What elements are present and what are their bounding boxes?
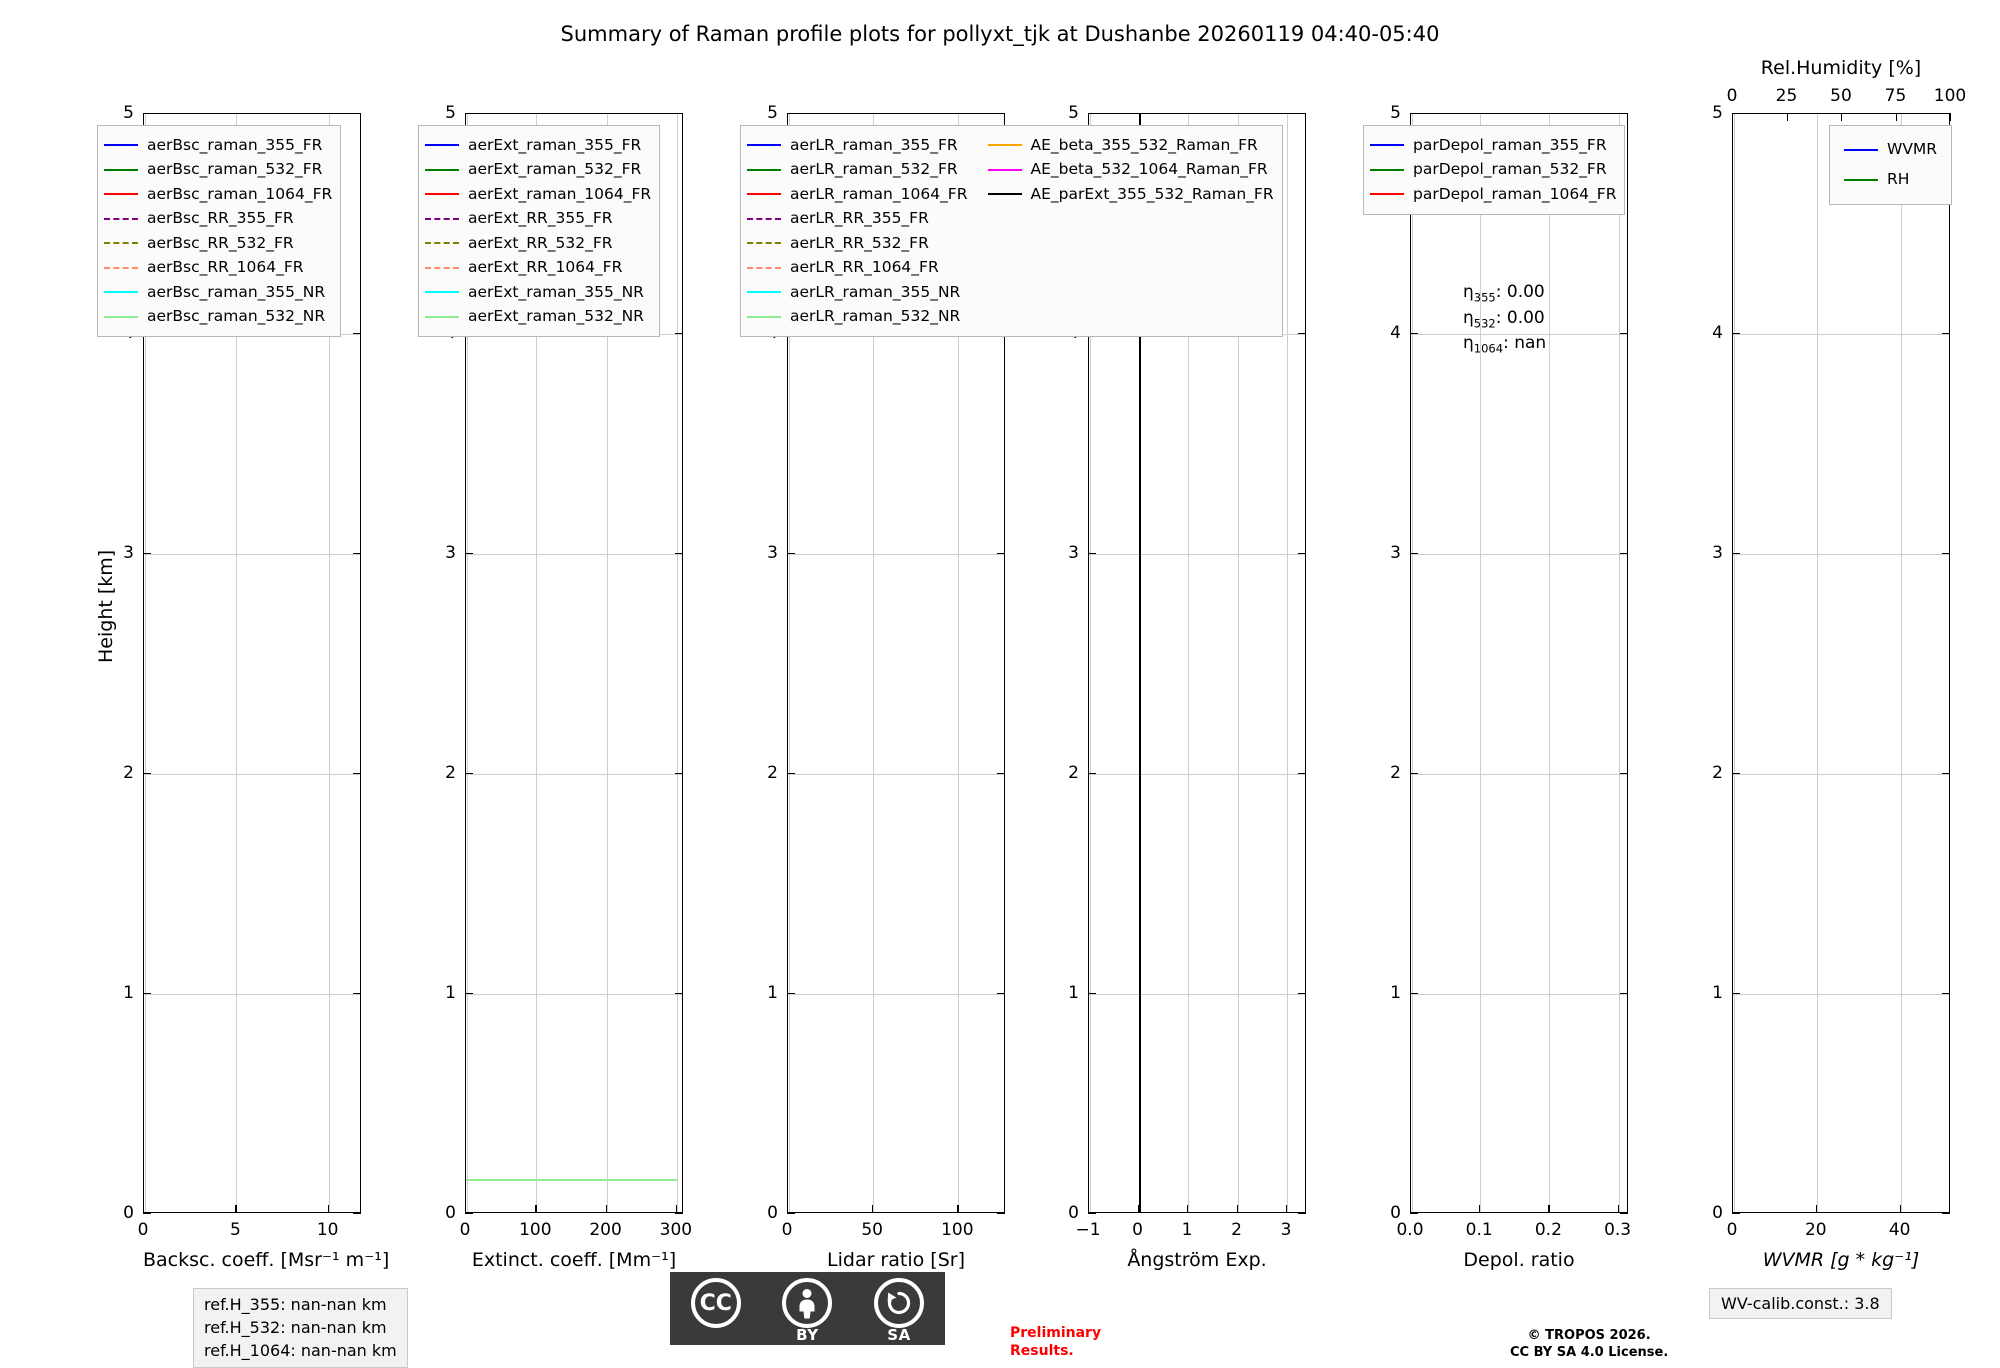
legend-label: aerBsc_RR_532_FR [147,233,294,252]
legend-label: aerBsc_raman_532_FR [147,160,323,178]
person-icon [782,1278,832,1328]
y-tick-label: 1 [445,983,456,1003]
x-axis-label-angstrom: Ångström Exp. [1127,1249,1267,1271]
legend-swatch-line-icon [747,218,781,220]
x-top-tick-label: 25 [1775,86,1798,106]
y-tick-label: 2 [123,763,134,783]
legend-item[interactable] [425,256,651,281]
plot-area-wvmr-rh [1732,113,1950,1213]
legend-swatch-line-icon [1844,179,1878,181]
eta-value: nan [1514,333,1547,354]
legend-lidar-ratio-angstrom[interactable] [740,125,1283,337]
legend-swatch-line-icon [1370,144,1404,146]
legend-label: aerExt_raman_355_FR [468,135,642,154]
eta-symbol: η [1463,282,1474,302]
legend-item[interactable] [1370,158,1616,183]
legend-swatch-line-icon [425,316,459,318]
legend-item[interactable] [747,280,968,305]
legend-backscatter[interactable] [97,125,341,337]
legend-label: aerBsc_raman_532_NR [147,307,326,325]
legend-label: WVMR [1887,140,1938,159]
share-alike-icon [874,1278,924,1328]
legend-swatch-line-icon [747,169,781,171]
legend-swatch-line-icon [425,218,459,220]
legend-item[interactable] [104,158,332,183]
x-tick-label: 40 [1888,1220,1911,1240]
x-tick-label: 10 [316,1220,339,1240]
legend-item[interactable] [104,280,332,305]
legend-item[interactable] [747,231,968,256]
x-top-tick-label: 0 [1726,86,1738,106]
legend-swatch-line-icon [104,242,138,244]
legend-wvmr-rh[interactable] [1829,125,1952,205]
x-axis-label-backscatter: Backsc. coeff. [Msr⁻¹ m⁻¹] [143,1249,390,1271]
x-tick-label: 100 [519,1220,552,1240]
cc-sa-cell [853,1272,945,1345]
legend-label: aerLR_raman_532_FR [790,160,958,178]
y-tick-label: 4 [1712,323,1723,343]
legend-swatch-line-icon [425,291,459,293]
legend-swatch-line-icon [1370,169,1404,171]
legend-item[interactable] [1370,182,1616,207]
legend-depolarization[interactable] [1363,125,1625,215]
legend-swatch-line-icon [988,144,1022,146]
x-tick-label: 5 [229,1220,241,1240]
legend-swatch-line-icon [747,144,781,146]
legend-label: aerExt_RR_1064_FR [468,258,623,276]
preliminary-results-note [1010,1325,1101,1360]
y-tick-label: 5 [1390,103,1401,123]
legend-label: aerLR_raman_355_NR [790,282,961,301]
x-tick-label: 0 [1132,1220,1143,1240]
legend-item[interactable] [988,182,1274,207]
eta-subscript: 532 [1473,316,1496,331]
x-axis-label-depolarization: Depol. ratio [1463,1249,1575,1271]
y-tick-label: 1 [123,983,134,1003]
y-tick-label: 1 [1390,983,1401,1003]
eta-line: $\eta_{532}$: 0.00 [1463,307,1545,331]
legend-swatch-line-icon [1844,149,1878,151]
y-tick-label: 5 [767,103,778,123]
x-tick-label: 0 [1726,1220,1738,1240]
legend-swatch-line-icon [425,242,459,244]
y-tick-label: 0 [123,1203,134,1223]
legend-swatch-line-icon [747,193,781,195]
legend-swatch-line-icon [104,193,138,195]
legend-label: aerBsc_RR_355_FR [147,209,294,227]
legend-label: aerLR_raman_1064_FR [790,184,968,203]
x-top-tick-label: 100 [1933,86,1967,106]
copyright-line-1: © TROPOS 2026. [1527,1328,1651,1343]
y-tick-label: 3 [1390,543,1401,563]
legend-label: aerLR_raman_532_NR [790,307,961,325]
legend-item[interactable] [425,231,651,256]
legend-swatch-line-icon [104,218,138,220]
legend-swatch-line-icon [988,169,1022,171]
legend-label: aerBsc_raman_355_FR [147,135,323,154]
legend-item[interactable] [747,158,968,183]
x-tick-label: 0.0 [1396,1220,1424,1240]
x-axis-label-wvmr: WVMR [g * kg⁻¹] [1762,1249,1920,1271]
ref-height-1064: ref.H_1064: nan-nan km [204,1341,397,1361]
eta-subscript: 355 [1473,290,1496,305]
legend-item[interactable] [104,305,332,330]
legend-label: aerLR_RR_532_FR [790,233,929,252]
x-axis-label-extinction: Extinct. coeff. [Mm⁻¹] [471,1249,677,1271]
x-tick-label: 50 [861,1220,884,1240]
legend-label: AE_beta_532_1064_Raman_FR [1030,160,1268,178]
y-tick-label: 0 [1390,1203,1401,1223]
legend-item[interactable] [104,256,332,281]
y-tick-label: 0 [767,1203,778,1223]
legend-label: aerBsc_RR_1064_FR [147,258,304,276]
x-tick-label: −1 [1075,1220,1101,1240]
legend-label: aerExt_RR_532_FR [468,233,613,252]
x-tick-label: 2 [1231,1220,1242,1240]
legend-swatch-line-icon [747,291,781,293]
x-tick-label: 100 [941,1220,974,1240]
legend-swatch-line-icon [104,316,138,318]
cc-mark-label: CC [699,1290,732,1316]
cc-mark-cell [670,1272,762,1345]
creative-commons-icon [691,1278,741,1328]
legend-swatch-line-icon [425,267,459,269]
copyright-note [1510,1328,1668,1362]
cc-license-badge[interactable] [670,1272,945,1345]
ref-height-532: ref.H_532: nan-nan km [204,1318,387,1338]
legend-label: parDepol_raman_355_FR [1413,135,1607,154]
y-tick-label: 5 [123,103,134,123]
cc-by-label: BY [796,1326,819,1344]
legend-label: aerExt_raman_532_NR [468,307,644,325]
y-axis-label: Height [km] [95,549,117,663]
eta-symbol: η [1463,333,1474,354]
legend-swatch-line-icon [104,169,138,171]
y-tick-label: 5 [445,103,456,123]
legend-label: AE_parExt_355_532_Raman_FR [1030,184,1274,203]
legend-label: aerLR_RR_355_FR [790,209,929,227]
legend-label: AE_beta_355_532_Raman_FR [1030,135,1258,154]
legend-swatch-line-icon [425,169,459,171]
legend-item[interactable] [425,280,651,305]
eta-line: $\eta_{1064}$: nan [1463,333,1547,356]
legend-item[interactable] [1844,165,1937,195]
wv-calibration-constant: WV-calib.const.: 3.8 [1709,1288,1892,1319]
x-tick-label: 0 [459,1220,471,1240]
x-tick-label: 3 [1280,1220,1292,1240]
y-tick-label: 2 [1390,763,1401,783]
x-tick-label: 0 [781,1220,793,1240]
legend-label: aerExt_raman_532_FR [468,160,642,178]
legend-extinction[interactable] [418,125,660,337]
legend-item[interactable] [747,182,968,207]
x-tick-label: 1 [1181,1220,1193,1240]
panel-wvmr-rh [1712,57,1967,1271]
cc-by-cell [762,1272,854,1345]
legend-item[interactable] [747,305,968,330]
legend-item[interactable] [425,133,651,158]
legend-item[interactable] [104,207,332,232]
y-tick-label: 5 [1712,103,1723,123]
eta-value: 0.00 [1506,282,1545,302]
legend-label: aerExt_RR_355_FR [468,209,613,227]
legend-item[interactable] [104,182,332,207]
y-tick-label: 0 [1068,1203,1079,1223]
legend-swatch-line-icon [104,267,138,269]
preliminary-line-1: Preliminary [1010,1325,1102,1341]
legend-item[interactable] [988,133,1274,158]
x-tick-label: 20 [1804,1220,1827,1240]
y-tick-label: 1 [1068,983,1079,1003]
legend-item[interactable] [425,182,651,207]
x-tick-label: 0.2 [1534,1220,1562,1240]
x-tick-label: 0.1 [1465,1220,1493,1240]
legend-item[interactable] [425,305,651,330]
y-tick-label: 1 [767,983,778,1003]
legend-label: aerBsc_raman_355_NR [147,282,326,301]
y-tick-label: 3 [767,543,778,563]
legend-label: aerLR_raman_355_FR [790,135,958,154]
eta-symbol: η [1463,307,1474,328]
y-tick-label: 5 [1068,103,1079,123]
y-tick-label: 3 [445,543,456,563]
legend-item[interactable] [425,158,651,183]
legend-item[interactable] [1370,133,1616,158]
x-tick-label: 200 [589,1220,622,1240]
legend-label: aerExt_raman_1064_FR [468,184,652,203]
legend-swatch-line-icon [747,316,781,318]
legend-swatch-line-icon [425,144,459,146]
legend-label: RH [1887,170,1910,189]
legend-item[interactable] [747,133,968,158]
panel-depolarization [1390,103,1632,1271]
cc-sa-label: SA [887,1326,911,1344]
y-tick-label: 4 [1390,323,1401,343]
legend-item[interactable] [104,133,332,158]
legend-label: parDepol_raman_532_FR [1413,160,1607,178]
legend-item[interactable] [425,207,651,232]
x-tick-label: 300 [659,1220,693,1240]
plot-area-depolarization [1410,113,1628,1213]
legend-swatch-line-icon [425,193,459,195]
y-tick-label: 2 [1712,763,1723,783]
eta-subscript: 1064 [1473,341,1504,356]
x-tick-label: 0 [137,1220,149,1240]
legend-label: parDepol_raman_1064_FR [1413,184,1617,203]
y-tick-label: 2 [1068,763,1079,783]
eta-annotation [1463,280,1546,357]
legend-item[interactable] [104,231,332,256]
legend-label: aerLR_RR_1064_FR [790,258,939,276]
ref-height-355: ref.H_355: nan-nan km [204,1295,387,1314]
copyright-line-2: CC BY SA 4.0 License. [1510,1344,1669,1360]
x-axis-label-rh: Rel.Humidity [%] [1760,57,1922,79]
legend-item[interactable] [747,207,968,232]
legend-swatch-line-icon [104,144,138,146]
reference-height-box [193,1288,408,1368]
y-tick-label: 2 [445,763,456,783]
series-line-aerExt-raman-532-NR [466,1179,677,1181]
y-tick-label: 3 [123,543,134,563]
legend-label: aerExt_raman_355_NR [468,282,644,301]
y-tick-label: 3 [1712,543,1723,563]
eta-line: $\eta_{355}$: 0.00 [1463,282,1545,305]
y-tick-label: 3 [1068,543,1079,563]
y-tick-label: 1 [1712,983,1723,1003]
x-top-tick-label: 75 [1884,86,1907,106]
legend-swatch-line-icon [988,193,1022,195]
x-tick-label: 0.3 [1604,1220,1632,1240]
legend-label: aerBsc_raman_1064_FR [147,184,333,203]
y-tick-label: 2 [767,763,778,783]
x-axis-label-lidar-ratio: Lidar ratio [Sr] [827,1249,965,1271]
page-title: Summary of Raman profile plots for pollyxt_tjk at Dushanbe 20260119 04:40-05:40 [560,22,1440,46]
legend-item[interactable] [988,158,1274,183]
legend-swatch-line-icon [1370,193,1404,195]
legend-swatch-line-icon [747,242,781,244]
eta-value: 0.00 [1506,307,1545,328]
x-top-tick-label: 50 [1830,86,1852,106]
preliminary-line-2: Results. [1010,1342,1074,1359]
y-tick-label: 0 [445,1203,456,1223]
legend-item[interactable] [1844,135,1937,165]
legend-swatch-line-icon [104,291,138,293]
y-tick-label: 0 [1712,1203,1723,1223]
legend-swatch-line-icon [747,267,781,269]
legend-item[interactable] [747,256,968,281]
